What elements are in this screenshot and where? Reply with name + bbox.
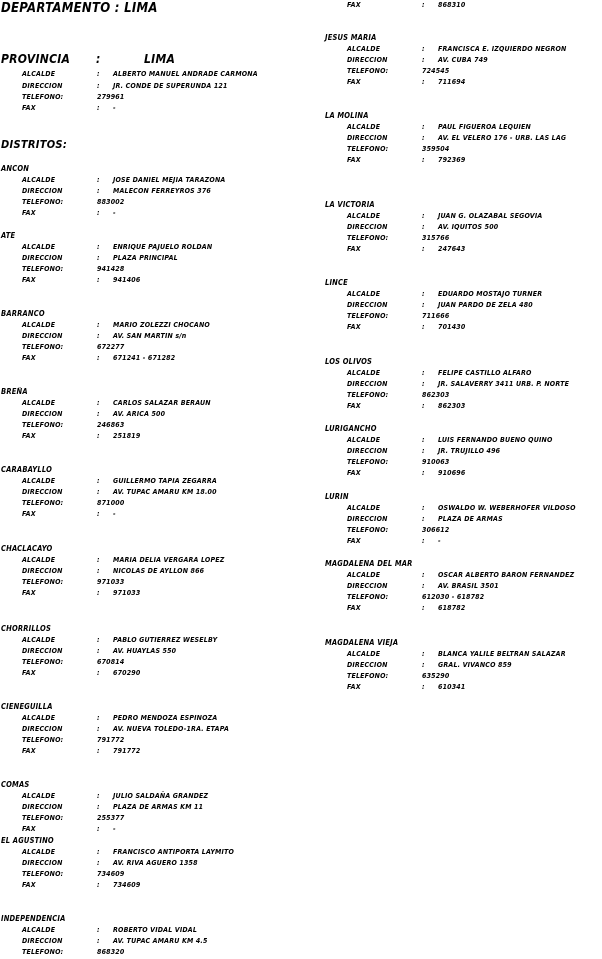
field-colon: :	[97, 104, 100, 112]
field-label-fax: FAX	[22, 276, 36, 284]
district-direccion: AV. SAN MARTIN s/n	[113, 332, 187, 340]
district-name: ATE	[1, 231, 16, 240]
field-label-telefono: TELEFONO:	[22, 948, 64, 956]
district-name: LOS OLIVOS	[325, 357, 373, 366]
field-label-direccion: DIRECCION	[22, 332, 63, 340]
district-name: INDEPENDENCIA	[1, 914, 66, 923]
field-label-alcalde: ALCALDE	[22, 243, 56, 251]
field-label-direccion: DIRECCION	[347, 380, 388, 388]
field-label-alcalde: ALCALDE	[347, 650, 381, 658]
district-name: EL AGUSTINO	[1, 836, 54, 845]
field-colon: :	[422, 301, 425, 309]
field-label-alcalde: ALCALDE	[22, 399, 56, 407]
field-label-telefono: TELEFONO:	[22, 499, 64, 507]
district-fax: 701430	[438, 323, 466, 331]
field-colon: :	[97, 354, 100, 362]
field-label-alcalde: ALCALDE	[347, 436, 381, 444]
field-label-fax: FAX	[22, 881, 36, 889]
district-telefono: 941428	[97, 265, 125, 273]
district-telefono: 791772	[97, 736, 125, 744]
field-label-telefono: TELEFONO:	[347, 234, 389, 242]
district-telefono: 971033	[97, 578, 125, 586]
district-direccion: GRAL. VIVANCO 859	[438, 661, 512, 669]
district-telefono: 910063	[422, 458, 450, 466]
field-label-fax: FAX	[22, 669, 36, 677]
field-label-telefono: TELEFONO:	[347, 312, 389, 320]
district-fax: 910696	[438, 469, 466, 477]
field-colon: :	[97, 636, 100, 644]
field-label-alcalde: ALCALDE	[22, 926, 56, 934]
district-direccion: AV. CUBA 749	[438, 56, 488, 64]
field-colon: :	[422, 56, 425, 64]
district-alcalde: PEDRO MENDOZA ESPINOZA	[113, 714, 218, 722]
provincia-label: PROVINCIA	[1, 52, 71, 66]
field-colon: :	[422, 469, 425, 477]
district-name: LA MOLINA	[325, 111, 369, 120]
district-name: LINCE	[325, 278, 348, 287]
district-telefono: 359504	[422, 145, 450, 153]
district-name: MAGDALENA DEL MAR	[325, 559, 413, 568]
field-colon: :	[422, 78, 425, 86]
field-colon: :	[97, 567, 100, 575]
field-colon: :	[97, 848, 100, 856]
field-label-alcalde: ALCALDE	[22, 70, 56, 78]
field-label-direccion: DIRECCION	[22, 647, 63, 655]
field-label-direccion: DIRECCION	[347, 661, 388, 669]
district-telefono: 246863	[97, 421, 125, 429]
field-colon: :	[422, 582, 425, 590]
field-label-telefono: TELEFONO:	[22, 658, 64, 666]
field-colon: :	[422, 504, 425, 512]
field-label-direccion: DIRECCION	[347, 134, 388, 142]
field-label-fax: FAX	[347, 1, 361, 9]
provincia-value: LIMA	[144, 52, 176, 66]
field-colon: :	[97, 432, 100, 440]
field-colon: :	[97, 70, 100, 78]
field-label-alcalde: ALCALDE	[22, 636, 56, 644]
field-colon: :	[422, 323, 425, 331]
field-colon: :	[422, 123, 425, 131]
district-alcalde: OSCAR ALBERTO BARON FERNANDEZ	[438, 571, 575, 579]
field-label-direccion: DIRECCION	[347, 447, 388, 455]
field-label-telefono: TELEFONO:	[347, 145, 389, 153]
field-label-telefono: TELEFONO:	[22, 343, 64, 351]
field-label-alcalde: ALCALDE	[347, 290, 381, 298]
district-direccion: AV. IQUITOS 500	[438, 223, 499, 231]
district-fax: 791772	[113, 747, 141, 755]
field-label-direccion: DIRECCION	[22, 937, 63, 945]
field-colon: :	[422, 537, 425, 545]
field-colon: :	[97, 254, 100, 262]
field-label-direccion: DIRECCION	[22, 254, 63, 262]
provincia-direccion: JR. CONDE DE SUPERUNDA 121	[113, 82, 228, 90]
provincia-telefono: 279961	[97, 93, 125, 101]
field-label-telefono: TELEFONO:	[347, 593, 389, 601]
district-telefono: 315766	[422, 234, 450, 242]
field-colon: :	[97, 510, 100, 518]
field-label-direccion: DIRECCION	[22, 803, 63, 811]
district-fax: 251819	[113, 432, 141, 440]
field-colon: :	[97, 825, 100, 833]
district-telefono: 724545	[422, 67, 450, 75]
district-alcalde: FRANCISCA E. IZQUIERDO NEGRON	[438, 45, 567, 53]
field-colon: :	[97, 410, 100, 418]
field-colon: :	[97, 243, 100, 251]
field-label-telefono: TELEFONO:	[347, 458, 389, 466]
field-label-fax: FAX	[22, 354, 36, 362]
field-colon: :	[97, 332, 100, 340]
district-telefono: 862303	[422, 391, 450, 399]
district-alcalde: JUAN G. OLAZABAL SEGOVIA	[438, 212, 543, 220]
departamento-heading: DEPARTAMENTO : LIMA	[1, 1, 158, 16]
field-label-fax: FAX	[22, 510, 36, 518]
field-label-fax: FAX	[22, 747, 36, 755]
field-label-telefono: TELEFONO:	[22, 870, 64, 878]
field-label-direccion: DIRECCION	[22, 82, 63, 90]
district-direccion: NICOLAS DE AYLLON 866	[113, 567, 205, 575]
field-colon: :	[97, 937, 100, 945]
district-name: BREÑA	[1, 387, 28, 396]
district-name: CARABAYLLO	[1, 465, 52, 474]
district-name: LA VICTORIA	[325, 200, 375, 209]
field-label-alcalde: ALCALDE	[347, 45, 381, 53]
field-label-telefono: TELEFONO:	[22, 421, 64, 429]
district-alcalde: JULIO SALDAÑA GRANDEZ	[113, 792, 209, 800]
field-label-telefono: TELEFONO:	[347, 67, 389, 75]
district-direccion: MALECON FERREYROS 376	[113, 187, 211, 195]
district-name: CIENEGUILLA	[1, 702, 53, 711]
field-label-alcalde: ALCALDE	[347, 123, 381, 131]
field-colon: :	[97, 589, 100, 597]
field-label-fax: FAX	[22, 209, 36, 217]
district-fax: -	[113, 825, 116, 833]
field-colon: :	[422, 212, 425, 220]
field-colon: :	[422, 571, 425, 579]
field-label-alcalde: ALCALDE	[347, 212, 381, 220]
field-colon: :	[97, 82, 100, 90]
district-direccion: JUAN PARDO DE ZELA 480	[438, 301, 533, 309]
field-label-alcalde: ALCALDE	[22, 176, 56, 184]
field-colon: :	[422, 515, 425, 523]
district-direccion: AV. RIVA AGUERO 1358	[113, 859, 198, 867]
district-fax: 618782	[438, 604, 466, 612]
field-label-fax: FAX	[347, 78, 361, 86]
field-colon: :	[422, 245, 425, 253]
field-colon: :	[97, 647, 100, 655]
district-name: COMAS	[1, 780, 30, 789]
field-colon: :	[422, 604, 425, 612]
district-direccion: PLAZA DE ARMAS	[438, 515, 503, 523]
district-direccion: AV. HUAYLAS 550	[113, 647, 177, 655]
district-direccion: AV. TUPAC AMARU KM 18.00	[113, 488, 217, 496]
field-colon: :	[422, 223, 425, 231]
field-label-alcalde: ALCALDE	[22, 477, 56, 485]
district-alcalde: ENRIQUE PAJUELO ROLDAN	[113, 243, 213, 251]
field-label-telefono: TELEFONO:	[347, 672, 389, 680]
field-colon: :	[97, 176, 100, 184]
field-colon: :	[97, 556, 100, 564]
district-telefono: 670814	[97, 658, 125, 666]
field-label-fax: FAX	[347, 402, 361, 410]
district-alcalde: MARIA DELIA VERGARA LOPEZ	[113, 556, 225, 564]
district-alcalde: FRANCISCO ANTIPORTA LAYMITO	[113, 848, 235, 856]
district-alcalde: ROBERTO VIDAL VIDAL	[113, 926, 198, 934]
district-fax: 792369	[438, 156, 466, 164]
district-direccion: PLAZA PRINCIPAL	[113, 254, 178, 262]
district-name: LURIN	[325, 492, 349, 501]
district-alcalde: PABLO GUTIERREZ WESELBY	[113, 636, 218, 644]
field-colon: :	[422, 156, 425, 164]
district-alcalde: LUIS FERNANDO BUENO QUINO	[438, 436, 553, 444]
district-name: BARRANCO	[1, 309, 45, 318]
district-fax: 711694	[438, 78, 466, 86]
field-label-alcalde: ALCALDE	[22, 792, 56, 800]
field-colon: :	[422, 436, 425, 444]
field-label-direccion: DIRECCION	[22, 725, 63, 733]
field-label-alcalde: ALCALDE	[22, 714, 56, 722]
field-label-alcalde: ALCALDE	[22, 556, 56, 564]
field-label-fax: FAX	[347, 323, 361, 331]
district-direccion: AV. BRASIL 3501	[438, 582, 499, 590]
district-fax: 734609	[113, 881, 141, 889]
district-name: ANCON	[1, 164, 30, 173]
district-telefono: 868320	[97, 948, 125, 956]
field-label-fax: FAX	[347, 469, 361, 477]
district-alcalde: GUILLERMO TAPIA ZEGARRA	[113, 477, 217, 485]
field-label-telefono: TELEFONO:	[22, 736, 64, 744]
previous-district-fax: 868310	[438, 1, 466, 9]
district-direccion: AV. EL VELERO 176 - URB. LAS LAG	[438, 134, 567, 142]
district-telefono: 306612	[422, 526, 450, 534]
district-telefono: 612030 - 618782	[422, 593, 485, 601]
field-colon: :	[97, 859, 100, 867]
district-telefono: 672277	[97, 343, 125, 351]
field-colon: :	[97, 321, 100, 329]
field-colon: :	[422, 45, 425, 53]
field-label-telefono: TELEFONO:	[22, 198, 64, 206]
district-fax: 862303	[438, 402, 466, 410]
district-alcalde: BLANCA YALILE BELTRAN SALAZAR	[438, 650, 566, 658]
district-name: MAGDALENA VIEJA	[325, 638, 399, 647]
field-colon: :	[97, 725, 100, 733]
district-direccion: PLAZA DE ARMAS KM 11	[113, 803, 204, 811]
field-colon: :	[422, 447, 425, 455]
district-fax: -	[438, 537, 441, 545]
district-alcalde: OSWALDO W. WEBERHOFER VILDOSO	[438, 504, 576, 512]
field-label-telefono: TELEFONO:	[347, 526, 389, 534]
district-telefono: 734609	[97, 870, 125, 878]
field-label-alcalde: ALCALDE	[347, 504, 381, 512]
field-colon: :	[97, 714, 100, 722]
field-colon: :	[422, 369, 425, 377]
field-colon: :	[422, 290, 425, 298]
district-direccion: JR. SALAVERRY 3411 URB. P. NORTE	[438, 380, 570, 388]
field-colon: :	[97, 488, 100, 496]
field-label-direccion: DIRECCION	[22, 187, 63, 195]
field-label-direccion: DIRECCION	[347, 301, 388, 309]
field-label-fax: FAX	[22, 825, 36, 833]
field-colon: :	[97, 803, 100, 811]
field-colon: :	[422, 1, 425, 9]
district-direccion: JR. TRUJILLO 496	[438, 447, 501, 455]
field-colon: :	[97, 926, 100, 934]
field-colon: :	[422, 402, 425, 410]
field-colon: :	[422, 650, 425, 658]
field-colon: :	[422, 380, 425, 388]
field-colon: :	[97, 477, 100, 485]
field-label-direccion: DIRECCION	[22, 488, 63, 496]
field-colon: :	[422, 683, 425, 691]
field-label-fax: FAX	[347, 537, 361, 545]
field-label-telefono: TELEFONO:	[347, 391, 389, 399]
field-label-telefono: TELEFONO:	[22, 93, 64, 101]
district-alcalde: CARLOS SALAZAR BERAUN	[113, 399, 211, 407]
district-fax: 941406	[113, 276, 141, 284]
district-fax: -	[113, 209, 116, 217]
district-telefono: 711666	[422, 312, 450, 320]
field-label-fax: FAX	[347, 245, 361, 253]
field-label-fax: FAX	[347, 604, 361, 612]
field-label-fax: FAX	[347, 683, 361, 691]
field-colon: :	[97, 669, 100, 677]
distritos-heading: DISTRITOS:	[1, 138, 68, 151]
field-label-telefono: TELEFONO:	[22, 578, 64, 586]
district-alcalde: MARIO ZOLEZZI CHOCANO	[113, 321, 210, 329]
district-telefono: 871000	[97, 499, 125, 507]
field-label-alcalde: ALCALDE	[347, 369, 381, 377]
district-fax: 971033	[113, 589, 141, 597]
district-direccion: AV. TUPAC AMARU KM 4.5	[113, 937, 208, 945]
district-alcalde: EDUARDO MOSTAJO TURNER	[438, 290, 543, 298]
district-fax: -	[113, 510, 116, 518]
field-colon: :	[97, 209, 100, 217]
field-label-alcalde: ALCALDE	[347, 571, 381, 579]
field-label-alcalde: ALCALDE	[22, 848, 56, 856]
district-fax: 670290	[113, 669, 141, 677]
district-telefono: 883002	[97, 198, 125, 206]
district-fax: 247643	[438, 245, 466, 253]
field-colon: :	[97, 881, 100, 889]
field-label-direccion: DIRECCION	[22, 859, 63, 867]
district-alcalde: PAUL FIGUEROA LEQUIEN	[438, 123, 531, 131]
field-colon: :	[422, 134, 425, 142]
field-label-direccion: DIRECCION	[347, 223, 388, 231]
district-fax: 671241 - 671282	[113, 354, 176, 362]
field-colon: :	[97, 276, 100, 284]
district-name: LURIGANCHO	[325, 424, 377, 433]
field-colon: :	[97, 792, 100, 800]
district-direccion: AV. NUEVA TOLEDO-1RA. ETAPA	[113, 725, 230, 733]
field-label-direccion: DIRECCION	[347, 515, 388, 523]
provincia-colon: :	[96, 52, 101, 66]
field-label-telefono: TELEFONO:	[22, 265, 64, 273]
district-telefono: 635290	[422, 672, 450, 680]
field-label-direccion: DIRECCION	[347, 56, 388, 64]
district-alcalde: FELIPE CASTILLO ALFARO	[438, 369, 532, 377]
field-colon: :	[97, 187, 100, 195]
district-direccion: AV. ARICA 500	[113, 410, 166, 418]
field-label-direccion: DIRECCION	[347, 582, 388, 590]
field-colon: :	[97, 399, 100, 407]
provincia-fax: -	[113, 104, 116, 112]
field-colon: :	[97, 747, 100, 755]
district-telefono: 255377	[97, 814, 125, 822]
field-label-fax: FAX	[347, 156, 361, 164]
district-alcalde: JOSE DANIEL MEJIA TARAZONA	[113, 176, 226, 184]
field-colon: :	[422, 661, 425, 669]
field-label-fax: FAX	[22, 104, 36, 112]
district-name: CHACLACAYO	[1, 544, 53, 553]
field-label-direccion: DIRECCION	[22, 567, 63, 575]
field-label-fax: FAX	[22, 589, 36, 597]
field-label-direccion: DIRECCION	[22, 410, 63, 418]
field-label-fax: FAX	[22, 432, 36, 440]
district-name: JESUS MARIA	[325, 33, 377, 42]
district-name: CHORRILLOS	[1, 624, 52, 633]
district-fax: 610341	[438, 683, 466, 691]
field-label-alcalde: ALCALDE	[22, 321, 56, 329]
provincia-alcalde: ALBERTO MANUEL ANDRADE CARMONA	[113, 70, 258, 78]
field-label-telefono: TELEFONO:	[22, 814, 64, 822]
